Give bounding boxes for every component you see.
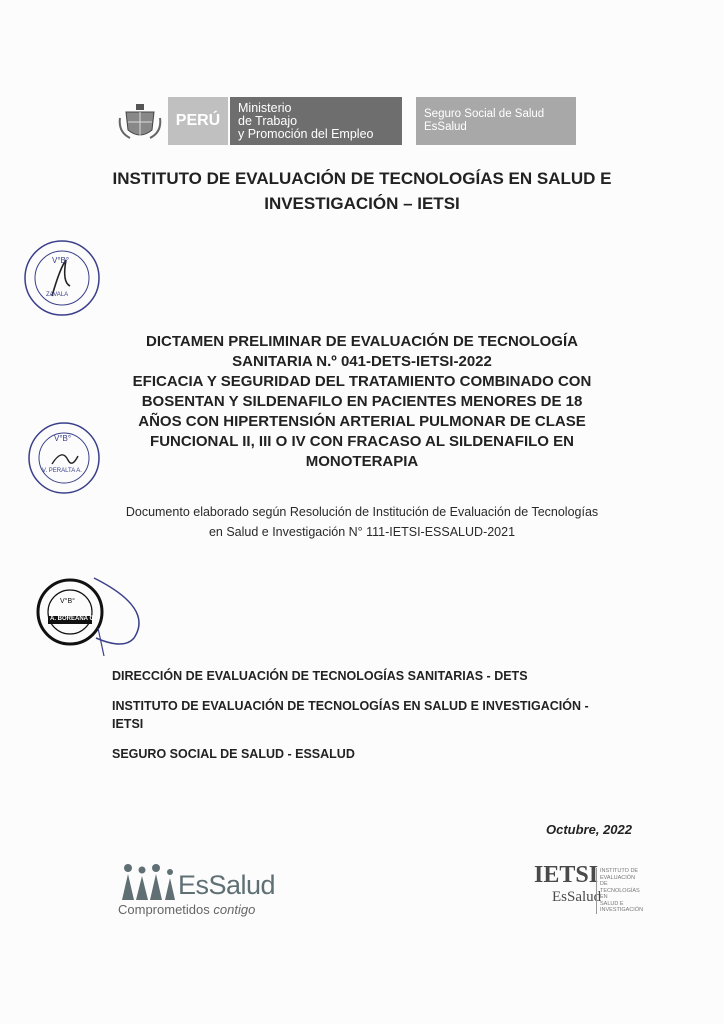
dictamen-title — [100, 332, 624, 472]
document-note — [104, 502, 620, 542]
ietsi-desc-line: EVALUACIÓN DE — [600, 874, 636, 887]
stamp-name: A. BOREANA C. — [50, 616, 96, 622]
dictamen-line: BOSENTAN Y SILDENAFILO EN PACIENTES MENORES DE 18 — [141, 393, 583, 410]
document-note-line: en Salud e Investigación N° 111-IETSI-ESSALUD-2021 — [208, 525, 516, 539]
stamp-name: V. PERALTA A. — [42, 468, 82, 474]
essalud-box — [416, 97, 576, 145]
tagline-italic: contigo — [213, 902, 256, 917]
stamp-vb: V°B° — [60, 598, 75, 605]
ministry-line: y Promoción del Empleo — [238, 126, 374, 141]
ietsi-logo-sub: EsSalud — [552, 889, 602, 905]
essalud-logo-tagline — [118, 902, 255, 917]
essalud-line: EsSalud — [424, 121, 467, 133]
institute-title-line: INVESTIGACIÓN – IETSI — [264, 194, 460, 213]
approval-stamp — [22, 238, 102, 323]
institute-title-line: INSTITUTO DE EVALUACIÓN DE TECNOLOGÍAS EN SALUD E — [112, 169, 612, 188]
ietsi-desc-line: INSTITUTO DE — [600, 868, 639, 874]
essalud-line: Seguro Social de Salud — [424, 108, 545, 120]
institute-title — [100, 166, 624, 216]
ministry-line: de Trabajo — [238, 113, 298, 128]
tagline-normal: Comprometidos — [118, 902, 210, 917]
dictamen-line: DICTAMEN PRELIMINAR DE EVALUACIÓN DE TECNOLOGÍA — [146, 333, 578, 350]
footer-line: INSTITUTO DE EVALUACIÓN DE TECNOLOGÍAS EN SALUD E INVESTIGACIÓN - — [112, 699, 589, 713]
dictamen-line: EFICACIA Y SEGURIDAD DEL TRATAMIENTO COMBINADO CON — [132, 373, 592, 390]
footer-line: SEGURO SOCIAL DE SALUD - ESSALUD — [112, 747, 355, 761]
header-banner — [112, 97, 592, 145]
dictamen-line: SANITARIA N.º 041-DETS-IETSI-2022 — [232, 353, 492, 370]
approval-stamp — [26, 420, 102, 501]
ietsi-logo-description — [596, 868, 644, 914]
stamp-vb: V°B° — [54, 434, 72, 443]
essalud-logo-word: EsSalud — [178, 870, 276, 900]
ministry-line: Ministerio — [238, 100, 292, 115]
dictamen-line: MONOTERAPIA — [305, 453, 419, 470]
ietsi-logo-main: IETSI — [534, 862, 599, 888]
document-note-line: Documento elaborado según Resolución de Institución de Evaluación de Tecnologías — [125, 505, 599, 519]
footer-line: IETSI — [112, 717, 144, 731]
ietsi-logo — [530, 862, 644, 922]
peru-crest-icon — [112, 97, 168, 145]
stamp-name: ZAVALA — [46, 292, 69, 298]
stamp-vb: V°B° — [52, 256, 70, 265]
ministry-box — [230, 97, 402, 145]
family-icon — [120, 862, 178, 900]
dictamen-line: FUNCIONAL II, III O IV CON FRACASO AL SILDENAFILO EN — [150, 433, 574, 450]
footer-institutions — [112, 668, 632, 776]
ietsi-desc-line: TECNOLOGÍAS EN — [600, 887, 640, 900]
ietsi-desc-line: SALUD E — [600, 900, 624, 907]
approval-stamp — [34, 568, 164, 669]
country-label: PERÚ — [175, 112, 221, 129]
stamp-seal-icon — [22, 238, 102, 318]
document-date: Octubre, 2022 — [546, 822, 632, 837]
stamp-seal-icon — [26, 420, 102, 496]
peru-label-box — [168, 97, 228, 145]
ietsi-desc-line: INVESTIGACIÓN — [600, 907, 644, 913]
dictamen-line: AÑOS CON HIPERTENSIÓN ARTERIAL PULMONAR DE CLASE — [138, 413, 586, 430]
essalud-logo — [116, 858, 316, 922]
footer-line: DIRECCIÓN DE EVALUACIÓN DE TECNOLOGÍAS SANITARIAS - DETS — [112, 669, 528, 683]
